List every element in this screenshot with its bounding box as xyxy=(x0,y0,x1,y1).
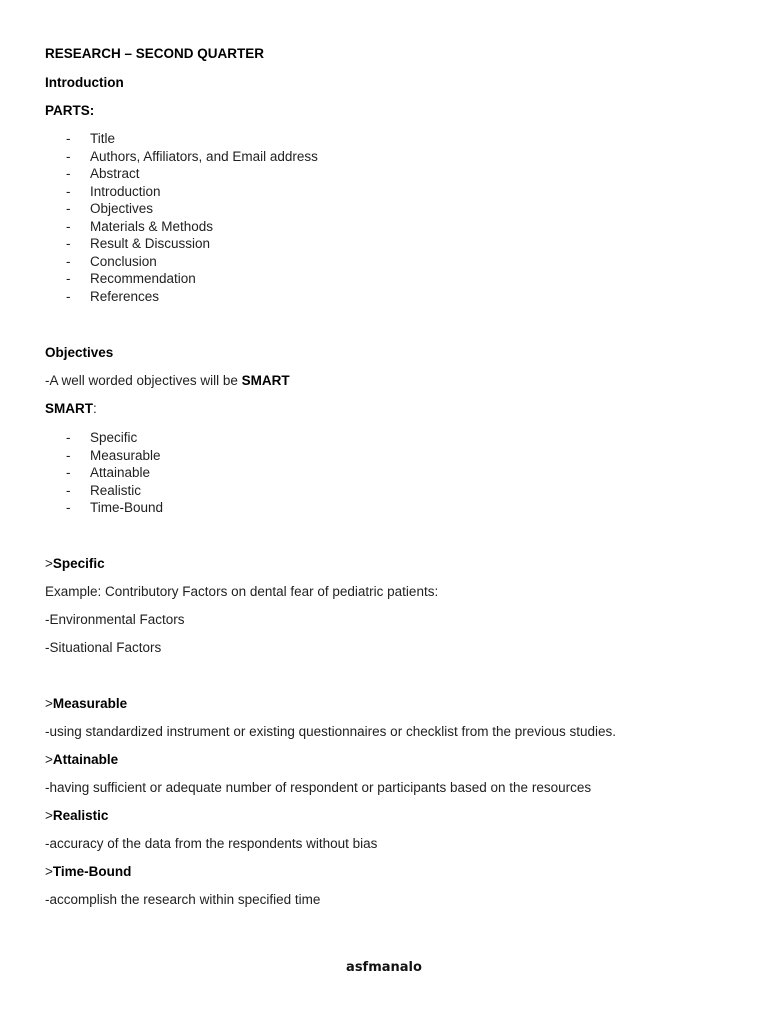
bullet-dash: - xyxy=(66,500,71,515)
measurable-heading: Measurable xyxy=(52,696,128,711)
bullet-dash: - xyxy=(66,447,71,463)
timebound-heading: Time-Bound xyxy=(52,864,132,879)
measurable-text: -using standardized instrument or existing questionnaires or checklist from the previous studies. xyxy=(45,724,617,739)
attainable-text: -having sufficient or adequate number of respondent or participants based on the resources xyxy=(45,780,592,795)
bullet-dash: - xyxy=(66,253,71,269)
smart-colon: : xyxy=(93,401,97,416)
specific-example: Example: Contributory Factors on dental fear of pediatric patients: xyxy=(45,584,439,599)
specific-heading: Specific xyxy=(52,556,105,571)
smart-list-item-label: Realistic xyxy=(90,482,142,498)
timebound-text: -accomplish the research within specified time xyxy=(45,892,321,907)
arrow-marker: > xyxy=(45,696,53,711)
smart-list-item-label: Specific xyxy=(90,430,138,445)
realistic-heading-line xyxy=(45,807,108,825)
arrow-marker: > xyxy=(45,864,53,879)
smart-heading: SMART xyxy=(45,401,93,416)
bullet-dash: - xyxy=(66,218,71,234)
bullet-dash: - xyxy=(66,236,71,251)
smart-heading-line xyxy=(45,400,97,418)
bullet-dash: - xyxy=(66,430,71,445)
parts-heading: PARTS: xyxy=(45,103,95,118)
specific-environmental: -Environmental Factors xyxy=(45,612,185,627)
objectives-paragraph xyxy=(45,372,290,390)
bullet-dash: - xyxy=(66,131,71,146)
smart-list-item-label: Time-Bound xyxy=(90,500,164,515)
parts-list-item-label: Recommendation xyxy=(90,271,196,286)
attainable-heading: Attainable xyxy=(52,752,119,767)
arrow-marker: > xyxy=(45,556,53,571)
smart-list-item-label: Measurable xyxy=(90,447,161,463)
specific-situational: -Situational Factors xyxy=(45,640,162,655)
parts-list-item-label: Objectives xyxy=(90,201,154,216)
objectives-heading: Objectives xyxy=(45,345,114,360)
bullet-dash: - xyxy=(66,148,71,164)
parts-list-item-label: Result & Discussion xyxy=(90,236,211,251)
bullet-dash: - xyxy=(66,166,71,181)
bullet-dash: - xyxy=(66,201,71,216)
parts-list-item-label: References xyxy=(90,288,160,304)
parts-list-item-label: Materials & Methods xyxy=(90,218,214,234)
parts-list-item-label: Abstract xyxy=(90,166,140,181)
measurable-heading-line xyxy=(45,695,127,713)
realistic-text: -accuracy of the data from the respondents without bias xyxy=(45,836,378,851)
bullet-dash: - xyxy=(66,183,71,199)
specific-heading-line xyxy=(45,555,105,573)
arrow-marker: > xyxy=(45,752,53,767)
bullet-dash: - xyxy=(66,271,71,286)
objectives-text: -A well worded objectives will be xyxy=(45,373,242,388)
attainable-heading-line xyxy=(45,751,118,769)
realistic-heading: Realistic xyxy=(52,808,109,823)
smart-list-item-label: Attainable xyxy=(90,465,151,480)
bullet-dash: - xyxy=(66,288,71,304)
document-title: RESEARCH – SECOND QUARTER xyxy=(45,46,265,61)
bullet-dash: - xyxy=(66,465,71,480)
introduction-heading: Introduction xyxy=(45,75,124,90)
parts-list-item-label: Introduction xyxy=(90,183,161,199)
timebound-heading-line xyxy=(45,863,131,881)
parts-list-item-label: Title xyxy=(90,131,116,146)
bullet-dash: - xyxy=(66,482,71,498)
arrow-marker: > xyxy=(45,808,53,823)
smart-keyword: SMART xyxy=(241,373,290,388)
parts-list-item-label: Conclusion xyxy=(90,253,157,269)
parts-list-item-label: Authors, Affiliators, and Email address xyxy=(90,148,318,164)
footer-author: asfmanalo xyxy=(346,960,422,975)
